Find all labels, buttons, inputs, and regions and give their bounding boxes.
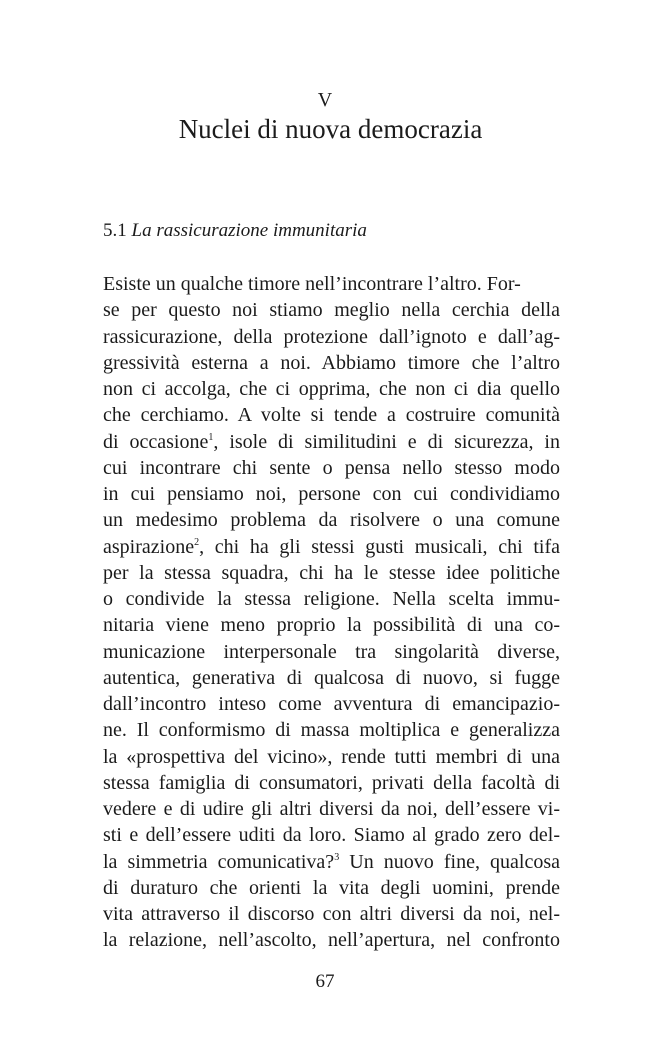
text-line: la simmetria comunicativa?$^3$ Un nuovo fine, qualcosa xyxy=(103,850,560,873)
footnote-ref[interactable]: 3 xyxy=(334,851,340,863)
text-line: un medesimo problema da risolvere o una comune xyxy=(103,509,560,532)
text-line: nitaria viene meno proprio la possibilità di una co- xyxy=(103,614,560,637)
section-heading xyxy=(103,218,367,244)
text-line: cui incontrare chi sente o pensa nello stesso modo xyxy=(103,456,560,479)
footnote-ref[interactable]: 2 xyxy=(194,536,200,548)
body-text xyxy=(103,271,560,954)
text-line: vedere e di udire gli altri diversi da noi, dell’essere vi- xyxy=(103,798,560,820)
text-line: non ci accolga, che ci opprima, che non ci dia quello xyxy=(103,378,560,400)
text-line: vita attraverso il discorso con altri diversi da noi, nel- xyxy=(103,903,560,925)
chapter-title: Nuclei di nuova democrazia xyxy=(178,114,483,144)
chapter-number: V xyxy=(317,89,333,111)
text-line: di occasione$^1$, isole di similitudini e di sicurezza, in xyxy=(103,430,560,453)
text-line: se per questo noi stiamo meglio nella cerchia della xyxy=(103,299,560,322)
text-line: autentica, generativa di qualcosa di nuovo, si fugge xyxy=(103,666,560,689)
text-line: gressività esterna a noi. Abbiamo timore che l’altro xyxy=(103,351,560,374)
text-line: in cui pensiamo noi, persone con cui condividiamo xyxy=(103,483,560,505)
section-number: 5.1 xyxy=(103,220,127,241)
footnote-ref[interactable]: 1 xyxy=(208,431,214,443)
text-line: Esiste un qualche timore nell’incontrare l’altro. For- xyxy=(103,273,521,295)
text-line: ne. Il conformismo di massa moltiplica e generalizza xyxy=(103,719,560,742)
text-line: stessa famiglia di consumatori, privati della facoltà di xyxy=(103,771,560,794)
text-line: dall’incontro inteso come avventura di emancipazio- xyxy=(103,693,560,715)
text-line: sti e dell’essere uditi da loro. Siamo al grado zero del- xyxy=(103,824,560,847)
page-number: 67 xyxy=(315,971,335,992)
text-line: la «prospettiva del vicino», rende tutti membri di una xyxy=(103,745,560,768)
text-line: rassicurazione, della protezione dall’ignoto e dall’ag- xyxy=(103,325,560,348)
text-line: la relazione, nell’ascolto, nell’apertura, nel confronto xyxy=(103,929,560,952)
text-line: o condivide la stessa religione. Nella scelta immu- xyxy=(103,588,560,610)
text-line: di duraturo che orienti la vita degli uomini, prende xyxy=(103,876,560,899)
section-title: La rassicurazione immunitaria xyxy=(131,220,367,241)
text-line: aspirazione$^2$, chi ha gli stessi gusti musicali, chi tifa xyxy=(103,535,560,558)
text-line: che cerchiamo. A volte si tende a costruire comunità xyxy=(103,404,560,427)
text-line: municazione interpersonale tra singolarità diverse, xyxy=(103,640,560,663)
text-line: per la stessa squadra, chi ha le stesse idee politiche xyxy=(103,561,560,584)
